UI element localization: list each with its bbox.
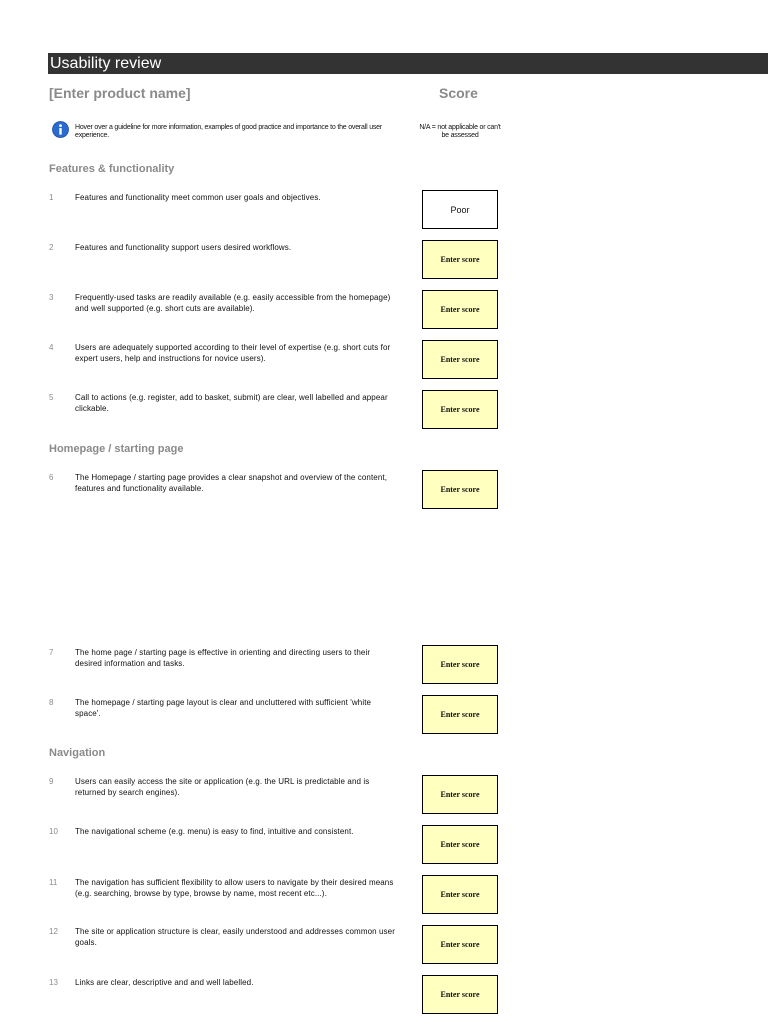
row-number: 7 [49, 648, 54, 657]
score-select[interactable]: Enter score [422, 975, 498, 1014]
guideline-text: Links are clear, descriptive and and well labelled. [75, 978, 254, 987]
row-number: 6 [49, 473, 54, 482]
score-select[interactable]: Enter score [422, 645, 498, 684]
score-select[interactable]: Enter score [422, 470, 498, 509]
row-number: 1 [49, 193, 54, 202]
score-select[interactable]: Enter score [422, 290, 498, 329]
page-title: Usability review [48, 53, 768, 74]
info-icon [52, 121, 69, 138]
guideline-text: The homepage / starting page layout is clear and uncluttered with sufficient 'white space'. [75, 698, 372, 718]
guideline-text: The navigational scheme (e.g. menu) is easy to find, intuitive and consistent. [75, 827, 354, 836]
guideline-text: Users are adequately supported according to their level of expertise (e.g. short cuts for expert users, help and instructions for novice users). [75, 343, 391, 363]
section-title-homepage: Homepage / starting page [49, 443, 184, 455]
section-title-navigation: Navigation [49, 747, 106, 759]
row-number: 5 [49, 393, 54, 402]
section-title-features: Features & functionality [49, 163, 175, 175]
row-number: 11 [49, 878, 58, 887]
guideline-text: Users can easily access the site or application (e.g. the URL is predictable and is returned by search engines). [75, 777, 370, 797]
score-select[interactable]: Enter score [422, 825, 498, 864]
row-number: 10 [49, 827, 58, 836]
row-number: 8 [49, 698, 54, 707]
score-select[interactable]: Enter score [422, 775, 498, 814]
score-select[interactable]: Enter score [422, 695, 498, 734]
score-select[interactable]: Enter score [422, 925, 498, 964]
guideline-text: Features and functionality support users desired workflows. [75, 243, 292, 252]
row-number: 9 [49, 777, 54, 786]
row-number: 3 [49, 293, 54, 302]
guideline-text: The home page / starting page is effective in orienting and directing users to their desired information and tasks. [75, 648, 371, 668]
row-number: 4 [49, 343, 54, 352]
score-column-heading: Score [439, 85, 478, 101]
score-select[interactable]: Enter score [422, 240, 498, 279]
row-number: 12 [49, 927, 58, 936]
guideline-text: The navigation has sufficient flexibility to allow users to navigate by their desired means (e.g. searching, browse by type, browse by name, most recent etc...). [75, 878, 394, 898]
info-instructions: Hover over a guideline for more information, examples of good practice and importance to the overall user experience. [75, 124, 383, 139]
guideline-text: The Homepage / starting page provides a clear snapshot and overview of the content, features and functionality available. [75, 473, 388, 493]
score-select[interactable]: Poor [422, 190, 498, 229]
row-number: 13 [49, 978, 58, 987]
guideline-text: Call to actions (e.g. register, add to basket, submit) are clear, well labelled and appear clickable. [75, 393, 388, 413]
score-select[interactable]: Enter score [422, 390, 498, 429]
guideline-text: Features and functionality meet common user goals and objectives. [75, 193, 321, 202]
score-select[interactable]: Enter score [422, 875, 498, 914]
guideline-text: The site or application structure is clear, easily understood and addresses common user goals. [75, 927, 395, 947]
row-number: 2 [49, 243, 54, 252]
guideline-text: Frequently-used tasks are readily available (e.g. easily accessible from the homepage) and well supported (e.g. short cuts are available). [75, 293, 391, 313]
score-select[interactable]: Enter score [422, 340, 498, 379]
product-name-field[interactable]: [Enter product name] [49, 85, 191, 101]
na-note: N/A = not applicable or can't be assessed [419, 124, 501, 139]
